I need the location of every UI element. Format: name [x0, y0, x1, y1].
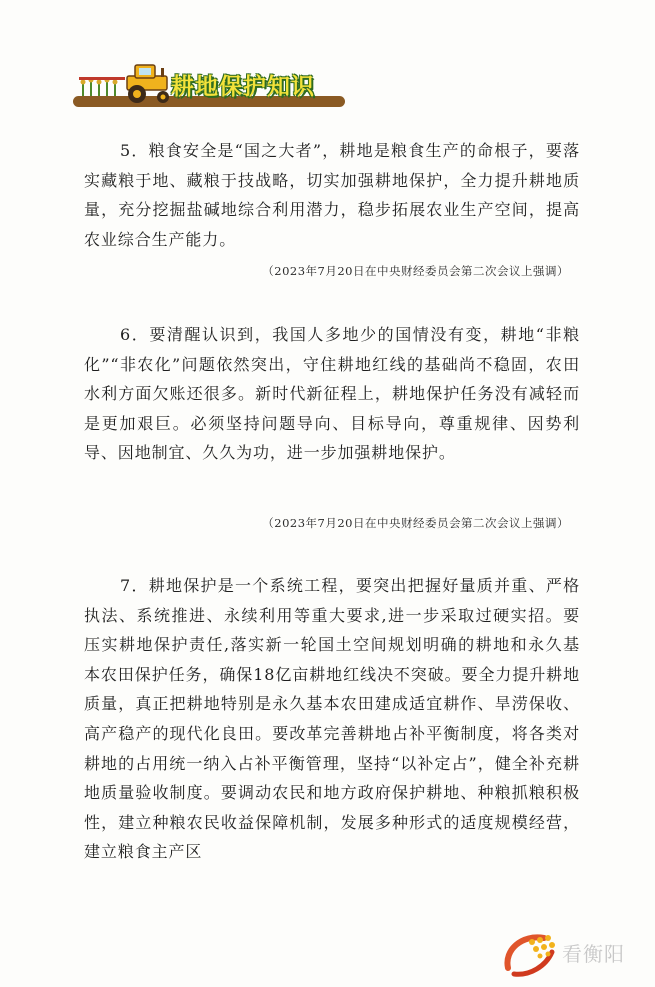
- banner-title: 耕地保护知识: [171, 74, 315, 100]
- tractor-icon: [75, 62, 175, 106]
- paragraph-5-source: （2023年7月20日在中央财经委员会第二次会议上强调）: [262, 264, 569, 278]
- watermark-text: 看衡阳: [562, 942, 625, 966]
- kanhengyang-logo-icon: [500, 924, 562, 980]
- paragraph-6-text: 6．要清醒认识到，我国人多地少的国情没有变，耕地“非粮化”“非农化”问题依然突出，守住耕地红线的基础尚不稳固，农田水利方面欠账还很多。新时代新征程上，耕地保护任务没有减轻而是更加艰巨。必须坚持问题导向、目标导向，尊重规律、因势利导、因地制宜、久久为功，进一步加强耕地保护。: [84, 325, 580, 463]
- paragraph-5-text: 5．粮食安全是“国之大者”，耕地是粮食生产的命根子，要落实藏粮于地、藏粮于技战略，切实加强耕地保护，全力提升耕地质量，充分挖掘盐碱地综合利用潜力，稳步拓展农业生产空间，提高农业综合生产能力。: [84, 141, 580, 249]
- paragraph-5: [84, 136, 580, 254]
- section-banner: [73, 62, 347, 112]
- paragraph-6: [84, 320, 580, 468]
- paragraph-7-text: 7．耕地保护是一个系统工程，要突出把握好量质并重、严格执法、系统推进、永续利用等重大要求,进一步采取过硬实招。要压实耕地保护责任,落实新一轮国土空间规划明确的耕地和永久基本农田保护任务，确保18亿亩耕地红线决不突破。要全力提升耕地质量，真正把耕地特别是永久基本农田建成适宜耕作、旱涝保收、高产稳产的现代化良田。要改革完善耕地占补平衡制度，将各类对耕地的占用统一纳入占补平衡管理，坚持“以补定占”，健全补充耕地质量验收制度。要调动农民和地方政府保护耕地、种粮抓粮积极性，建立种粮农民收益保障机制，发展多种形式的适度规模经营，建立粮食主产区: [84, 576, 580, 862]
- paragraph-6-source: （2023年7月20日在中央财经委员会第二次会议上强调）: [262, 516, 569, 530]
- paragraph-7: [84, 571, 580, 867]
- watermark-logo: [500, 924, 650, 980]
